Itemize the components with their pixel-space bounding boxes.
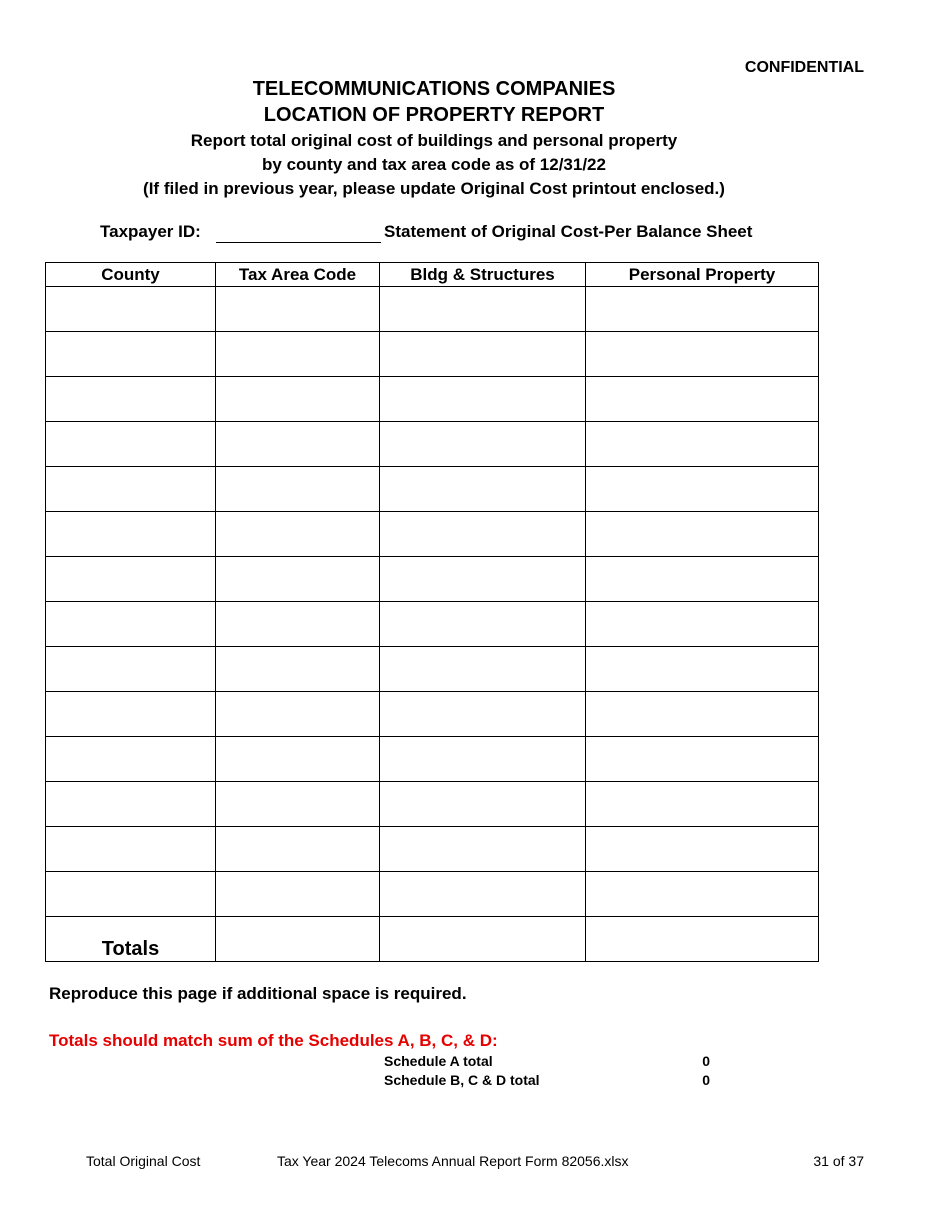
personal-property-cell[interactable] xyxy=(586,557,819,602)
personal-property-cell[interactable] xyxy=(586,377,819,422)
personal-property-cell[interactable] xyxy=(586,692,819,737)
tax-area-code-cell[interactable] xyxy=(216,512,380,557)
table-row xyxy=(46,377,819,422)
report-title-line1: TELECOMMUNICATIONS COMPANIES xyxy=(252,78,616,100)
personal-property-cell[interactable] xyxy=(586,602,819,647)
tax-area-code-cell[interactable] xyxy=(216,287,380,332)
personal-property-total-cell[interactable] xyxy=(586,917,819,962)
table-row xyxy=(46,467,819,512)
report-subtitle-line3: (If filed in previous year, please update Original Cost printout enclosed.) xyxy=(143,179,725,198)
tax-area-code-cell[interactable] xyxy=(216,422,380,467)
bldg-structures-cell[interactable] xyxy=(380,467,586,512)
taxpayer-id-field[interactable] xyxy=(216,242,381,243)
reproduce-note: Reproduce this page if additional space is required. xyxy=(49,984,467,1003)
table-row xyxy=(46,602,819,647)
county-cell[interactable] xyxy=(46,377,216,422)
tax-area-code-cell[interactable] xyxy=(216,602,380,647)
bldg-structures-cell[interactable] xyxy=(380,557,586,602)
schedule-bcd-total-value: 0 xyxy=(702,1072,710,1088)
table-row xyxy=(46,557,819,602)
bldg-structures-cell[interactable] xyxy=(380,287,586,332)
personal-property-cell[interactable] xyxy=(586,782,819,827)
footer-page-number: 31 of 37 xyxy=(813,1153,864,1169)
bldg-structures-cell[interactable] xyxy=(380,377,586,422)
county-cell[interactable] xyxy=(46,827,216,872)
bldg-structures-cell[interactable] xyxy=(380,692,586,737)
column-header-personal-property: Personal Property xyxy=(586,263,819,287)
county-cell[interactable] xyxy=(46,602,216,647)
column-header-bldg-structures: Bldg & Structures xyxy=(380,263,586,287)
report-subtitle-line1: Report total original cost of buildings and personal property xyxy=(190,131,678,150)
county-cell[interactable] xyxy=(46,467,216,512)
county-cell[interactable] xyxy=(46,692,216,737)
taxpayer-id-label: Taxpayer ID: xyxy=(100,222,201,241)
table-row xyxy=(46,647,819,692)
schedule-bcd-total-label: Schedule B, C & D total xyxy=(384,1072,540,1088)
schedule-a-total-label: Schedule A total xyxy=(384,1053,493,1069)
table-row xyxy=(46,692,819,737)
tax-area-code-cell[interactable] xyxy=(216,692,380,737)
tax-area-code-cell[interactable] xyxy=(216,332,380,377)
personal-property-cell[interactable] xyxy=(586,287,819,332)
tax-area-code-cell[interactable] xyxy=(216,647,380,692)
county-cell[interactable] xyxy=(46,332,216,377)
table-row xyxy=(46,512,819,557)
totals-row xyxy=(46,917,819,962)
bldg-structures-cell[interactable] xyxy=(380,647,586,692)
county-cell[interactable] xyxy=(46,557,216,602)
report-title-line2: LOCATION OF PROPERTY REPORT xyxy=(263,104,605,126)
county-cell[interactable] xyxy=(46,647,216,692)
personal-property-cell[interactable] xyxy=(586,737,819,782)
bldg-structures-cell[interactable] xyxy=(380,512,586,557)
tax-area-code-total-cell[interactable] xyxy=(216,917,380,962)
footer-file-name: Tax Year 2024 Telecoms Annual Report Form 82056.xlsx xyxy=(277,1153,629,1169)
bldg-structures-cell[interactable] xyxy=(380,737,586,782)
personal-property-cell[interactable] xyxy=(586,872,819,917)
totals-match-warning: Totals should match sum of the Schedules A, B, C, & D: xyxy=(49,1031,498,1050)
footer-sheet-name: Total Original Cost xyxy=(86,1153,201,1169)
bldg-structures-total-cell[interactable] xyxy=(380,917,586,962)
statement-label: Statement of Original Cost-Per Balance Sheet xyxy=(384,222,753,241)
tax-area-code-cell[interactable] xyxy=(216,467,380,512)
table-row xyxy=(46,287,819,332)
table-row xyxy=(46,872,819,917)
tax-area-code-cell[interactable] xyxy=(216,782,380,827)
property-location-table xyxy=(45,262,819,962)
tax-area-code-cell[interactable] xyxy=(216,737,380,782)
bldg-structures-cell[interactable] xyxy=(380,872,586,917)
personal-property-cell[interactable] xyxy=(586,512,819,557)
county-cell[interactable] xyxy=(46,287,216,332)
personal-property-cell[interactable] xyxy=(586,332,819,377)
county-cell[interactable] xyxy=(46,422,216,467)
county-cell[interactable] xyxy=(46,737,216,782)
table-row xyxy=(46,422,819,467)
tax-area-code-cell[interactable] xyxy=(216,377,380,422)
column-header-tax-area-code: Tax Area Code xyxy=(216,263,380,287)
county-cell[interactable] xyxy=(46,782,216,827)
table-body xyxy=(46,287,819,962)
county-cell[interactable] xyxy=(46,512,216,557)
column-header-county: County xyxy=(46,263,216,287)
county-cell[interactable] xyxy=(46,872,216,917)
tax-area-code-cell[interactable] xyxy=(216,872,380,917)
table-row xyxy=(46,782,819,827)
schedule-a-total-value: 0 xyxy=(702,1053,710,1069)
tax-area-code-cell[interactable] xyxy=(216,557,380,602)
tax-area-code-cell[interactable] xyxy=(216,827,380,872)
bldg-structures-cell[interactable] xyxy=(380,827,586,872)
totals-label: Totals xyxy=(46,917,216,962)
bldg-structures-cell[interactable] xyxy=(380,602,586,647)
confidential-label: CONFIDENTIAL xyxy=(744,59,864,76)
personal-property-cell[interactable] xyxy=(586,422,819,467)
personal-property-cell[interactable] xyxy=(586,827,819,872)
personal-property-cell[interactable] xyxy=(586,647,819,692)
report-subtitle-line2: by county and tax area code as of 12/31/22 xyxy=(262,155,606,174)
personal-property-cell[interactable] xyxy=(586,467,819,512)
bldg-structures-cell[interactable] xyxy=(380,782,586,827)
table-row xyxy=(46,737,819,782)
table-row xyxy=(46,827,819,872)
table-row xyxy=(46,332,819,377)
table-header-row xyxy=(46,263,819,287)
bldg-structures-cell[interactable] xyxy=(380,332,586,377)
bldg-structures-cell[interactable] xyxy=(380,422,586,467)
